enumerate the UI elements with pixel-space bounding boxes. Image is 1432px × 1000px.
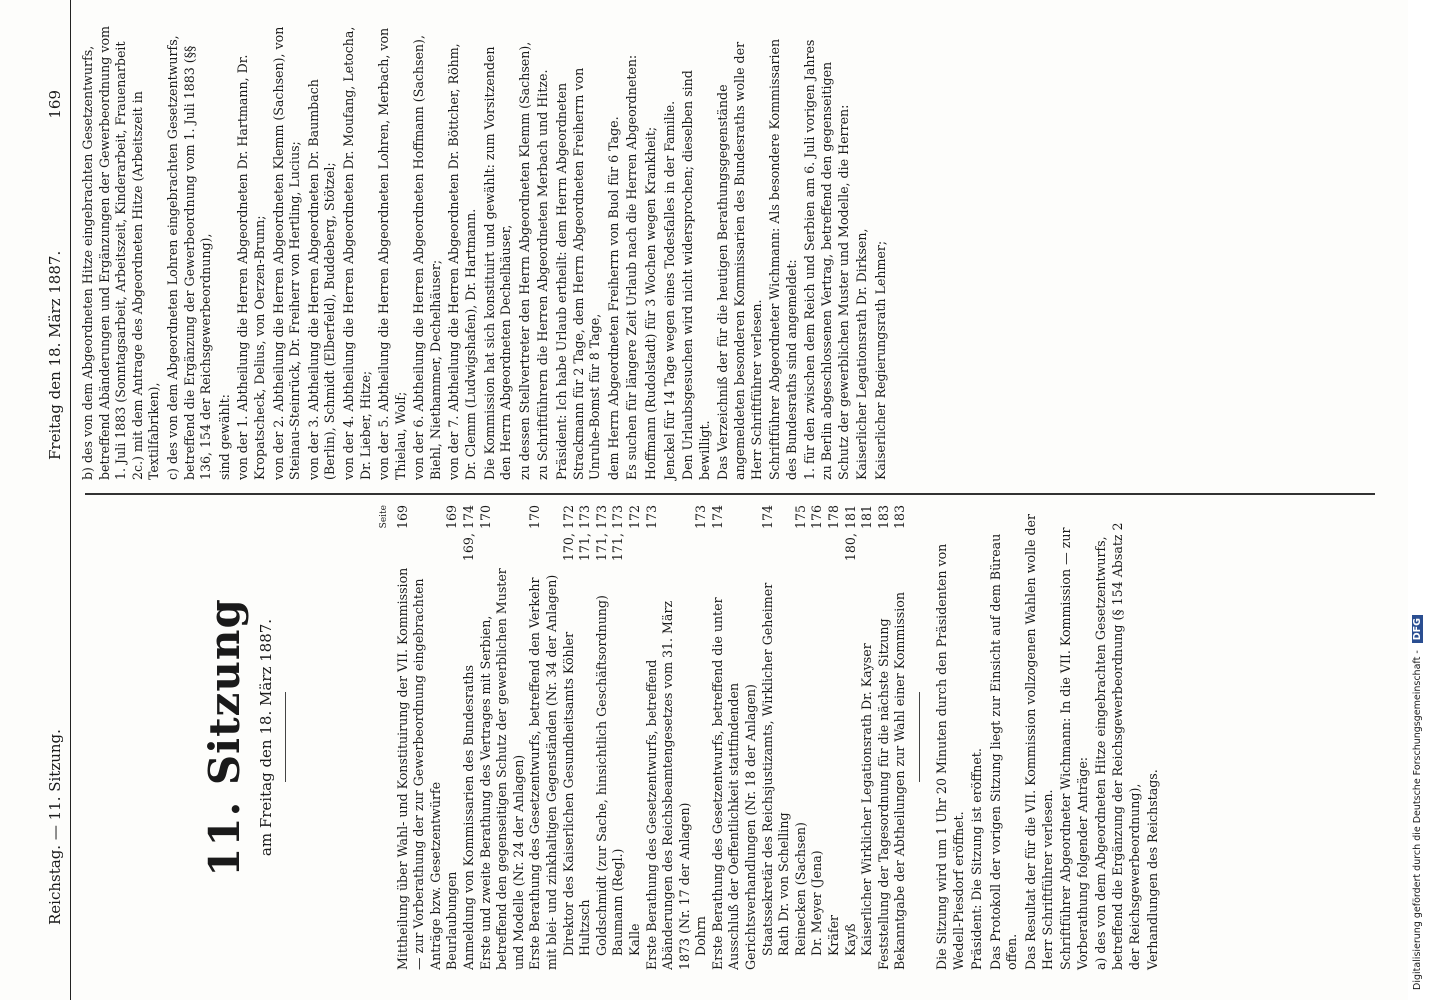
body-paragraph: a) des von dem Abgeordneten Hitze eingebrachten Gesetzentwurfs, betreffend die Ergänzung der Reichsgewerbeordnung (§ 154 Absatz 2 der Reichsgewerbeordnung), [1093,522,1142,970]
body-paragraph: b) des von dem Abgeordneten Hitze eingebrachten Gesetzentwurfs, betreffend Abänderungen und Ergänzungen der Gewerbeordnung vom 1. Juli 1883 (Sonntagsarbeit, Arbeitszeit, Kinderarbeit, Frauenarbeit 2c.) mit dem Antrage des Abgeordneten Hitze (Arbeitszeit in Textilfabriken), [80,26,162,480]
left-column [380,505,1164,970]
toc-entry-page: 169 [394,505,410,530]
session-title: 11. Sitzung [200,598,249,877]
title-rule [285,693,286,783]
body-paragraph: c) des von dem Abgeordneten Lohren eingebrachten Gesetzentwurfs, betreffend die Ergänzung der Gewerbeordnung vom 1. Juli 1883 (§§ 136, 154 der Reichsgewerbeordnung), [164,35,214,480]
toc-entry-page: 171, 173 [577,505,593,562]
toc-entry-text: Baumann (Regl.) [610,848,626,956]
toc-entry-page: 181 [859,505,875,530]
toc-entry [710,505,760,970]
toc-entry-text: Goldschmidt (zur Sache, hinsichtlich Geschäftsordnung) [593,595,609,956]
toc-entry-text: Kalle [626,923,642,956]
body-paragraph: von der 6. Abtheilung die Herren Abgeordneten Hoffmann (Sachsen), Biehl, Niethammer, Dechelhäuser; [411,35,443,480]
toc-entry [793,505,810,970]
header-date: Freitag den 18. März 1887. [46,250,64,460]
page-number: 169 [46,90,64,119]
toc-entry-text: Erste Berathung des Gesetzentwurfs, betreffend den Verkehr mit blei- und zinkhaltigen Gegenständen (Nr. 34 der Anlagen) [527,574,559,970]
toc-rule [919,693,920,783]
toc-entry [809,505,826,970]
left-body-text [934,505,1162,970]
toc-entry [859,505,876,970]
right-column [80,25,891,480]
body-paragraph: von der 3. Abtheilung die Herren Abgeordneten Dr. Baumbach (Berlin), Schmidt (Elberfeld), Buddeberg, Stötzel; [305,79,338,480]
toc-entry-text: Dohrn [693,916,709,956]
toc-entry [760,505,793,970]
toc-entry-page: 173 [643,505,659,530]
running-header [40,0,71,1000]
body-paragraph: Schriftführer Abgeordneter Wichmann: In die VII. Kommission — zur Vorberathung folgender Anträge: [1058,527,1090,970]
body-paragraph: Kaiserlicher Regierungsrath Lehmer; [872,240,888,480]
toc-entry [444,505,461,970]
toc-entry-text: Dr. Meyer (Jena) [809,850,825,956]
toc-entry-page: 180, 181 [842,505,858,562]
body-paragraph: Präsident: Ich habe Urlaub ertheilt: dem Herrn Abgeordneten Strackmann für 2 Tage, dem Herrn Abgeordneten Freiherrn von Unruhe-Bomst für 8 Tage, [554,67,603,480]
toc-entry [395,505,445,970]
side-banner [1408,0,1432,1000]
toc-entry-text: Staatssekretär des Reichsjustizamts, Wirklicher Geheimer Rath Dr. von Schelling [759,582,792,956]
session-date: am Freitag den 18. März 1887. [257,618,275,857]
body-paragraph: von der 4. Abtheilung die Herren Abgeordneten Dr. Moufang, Letocha, Dr. Lieber, Hitze; [340,26,373,480]
toc-entry-text: Beurlaubungen [444,871,460,970]
body-paragraph: dem Herrn Abgeordneten Freiherrn von Buol für 6 Tage. [605,116,621,480]
seite-label: Seite [379,505,389,529]
body-paragraph: Den Urlaubsgesuchen wird nicht widersprochen; dieselben sind bewilligt. [680,70,712,480]
toc-entry-text: Anmeldung von Kommissarien des Bundesraths [460,665,476,970]
toc-entry [693,505,710,970]
toc-entry-text: Kräfer [826,914,842,956]
toc-entry [876,505,893,970]
toc-entry-page: 170, 172 [560,505,576,562]
toc-entry-page: 175 [792,505,808,530]
toc-entry [644,505,694,970]
toc-entry [461,505,478,970]
toc-entry-page: 169, 174 [460,505,476,562]
toc-entry-page: 174 [709,505,725,530]
toc-entry-page: 171, 173 [610,505,626,562]
dfg-logo: DFG [1412,615,1423,643]
toc-entry [627,505,644,970]
body-paragraph: von der 7. Abtheilung die Herren Abgeordneten Dr. Böttcher, Röhm, Dr. Clemm (Ludwigshafen), Dr. Hartmann. [446,43,479,480]
toc-entry [561,505,578,970]
column-divider [85,494,1375,496]
body-paragraph: 1. für den zwischen dem Reich und Serbien am 6. Juli vorigen Jahres zu Berlin abgeschlossenen Vertrag, betreffend den gegenseitigen Schutz der gewerblichen Muster und Modelle, die Herren: [802,39,851,480]
session-heading [200,505,300,970]
body-paragraph: Das Verzeichniß der für die heutigen Berathungsgegenstände angemeldeten besonderen Kommissarien des Bundesraths wolle der Herr Schriftführer verlesen. [715,41,764,480]
body-paragraph: von der 5. Abtheilung die Herren Abgeordneten Lohren, Merbach, von Thielau, Wolf; [376,27,408,480]
toc-entry [610,505,627,970]
body-paragraph: Die Kommission hat sich konstituirt und gewählt: zum Vorsitzenden den Herrn Abgeordneten Dechelhäuser, [481,46,514,480]
body-paragraph: Das Resultat der für die VII. Kommission vollzogenen Wahlen wolle der Herr Schriftführer verlesen. [1022,513,1055,970]
toc-entry [843,505,860,970]
toc-entry-page: 169 [444,505,460,530]
toc-entry [594,505,611,970]
toc-entry-page: 171, 173 [593,505,609,562]
header-left: Reichstag. — 11. Sitzung. [46,729,64,925]
toc-entry-text: Kaiserlicher Wirklicher Legationsrath Dr. Kayser [859,643,875,956]
body-paragraph: Es suchen für längere Zeit Urlaub nach die Herren Abgeordneten: [624,54,640,480]
body-paragraph: Das Protokoll der vorigen Sitzung liegt zur Einsicht auf dem Büreau offen. [987,533,1020,970]
body-paragraph: Die Sitzung wird um 1 Uhr 20 Minuten durch den Präsidenten von Wedell-Piesdorf eröffnet. [934,543,966,970]
body-paragraph: von der 1. Abtheilung die Herren Abgeordneten Dr. Hartmann, Dr. Kropatscheck, Delius, von Oerzen-Brunn; [235,54,267,480]
toc-entry-page: 170 [527,505,543,530]
body-paragraph: Präsident: Die Sitzung ist eröffnet. [969,748,985,970]
toc-entry-page: 183 [875,505,891,530]
toc-entry-page: 183 [892,505,908,530]
toc-entry [478,505,528,970]
funding-note: Digitalisierung gefördert durch die Deutsche Forschungsgemeinschaft - [1412,650,1423,990]
toc-entry-text: Direktor des Kaiserlichen Gesundheitsamts Köhler [560,631,576,956]
toc-entry-page: 178 [826,505,842,530]
body-paragraph: Jenckel für 14 Tage wegen eines Todesfalles in der Familie. [661,100,677,480]
toc-entry-page: 170 [477,505,493,530]
body-paragraph: von der 2. Abtheilung die Herren Abgeordneten Klemm (Sachsen), von Steinau-Steinrück, Dr. Freiherr von Hertling, Lucius; [270,26,303,480]
toc-entry-page: 173 [693,505,709,530]
table-of-contents [395,505,909,970]
toc-entry-page: 176 [809,505,825,530]
toc-entry-text: Bekanntgabe der Abtheilungen zur Wahl einer Kommission [892,592,908,970]
body-paragraph: zu Schriftführern die Herren Abgeordneten Merbach und Hitze. [535,69,551,480]
toc-entry [527,505,560,970]
toc-entry-text: Mittheilung über Wahl- und Konstituirung der VII. Kommission — zur Vorberathung der zur Gewerbeordnung eingebrachten Anträge bzw. Gesetzentwürfe [394,567,443,970]
body-paragraph: sind gewählt: [216,394,232,480]
body-paragraph: Kaiserlicher Legationsrath Dr. Dirksen, [854,228,870,480]
toc-entry-text: Reinecken (Sachsen) [792,822,808,956]
body-paragraph: Hoffmann (Rudolstadt) für 3 Wochen wegen Krankheit; [643,126,658,480]
body-paragraph: Verhandlungen des Reichstags. [1145,769,1161,970]
toc-entry-text: Hultzsch [577,899,593,956]
body-paragraph: zu dessen Stellvertreter den Herrn Abgeordneten Klemm (Sachsen), [516,41,532,480]
toc-entry-page: 172 [626,505,642,530]
right-body-text [80,25,889,480]
toc-entry-text: Erste und zweite Berathung des Vertrages mit Serbien, betreffend den gegenseitigen Schutz der gewerblichen Muster und Modelle (Nr. 24 der Anlagen) [477,568,526,970]
toc-entry [826,505,843,970]
toc-entry-text: Feststellung der Tagesordnung für die nächste Sitzung [875,618,891,970]
toc-entry-page: 174 [759,505,775,530]
toc-entry [577,505,594,970]
toc-entry-text: Kayß [842,923,858,956]
toc-entry-text: Erste Berathung des Gesetzentwurfs, betreffend die unter Ausschluß der Oeffentlichkeit stattfindenden Gerichtsverhandlungen (Nr. 18 der Anlagen) [709,597,759,970]
toc-entry [892,505,909,970]
body-paragraph: Schriftführer Abgeordneter Wichmann: Als besondere Kommissarien des Bundesraths sind angemeldet: [767,38,799,480]
toc-entry-text: Erste Berathung des Gesetzentwurfs, betreffend Abänderungen des Reichsbeamtengesetzes vom 31. März 1873 (Nr. 17 der Anlagen) [643,600,692,970]
